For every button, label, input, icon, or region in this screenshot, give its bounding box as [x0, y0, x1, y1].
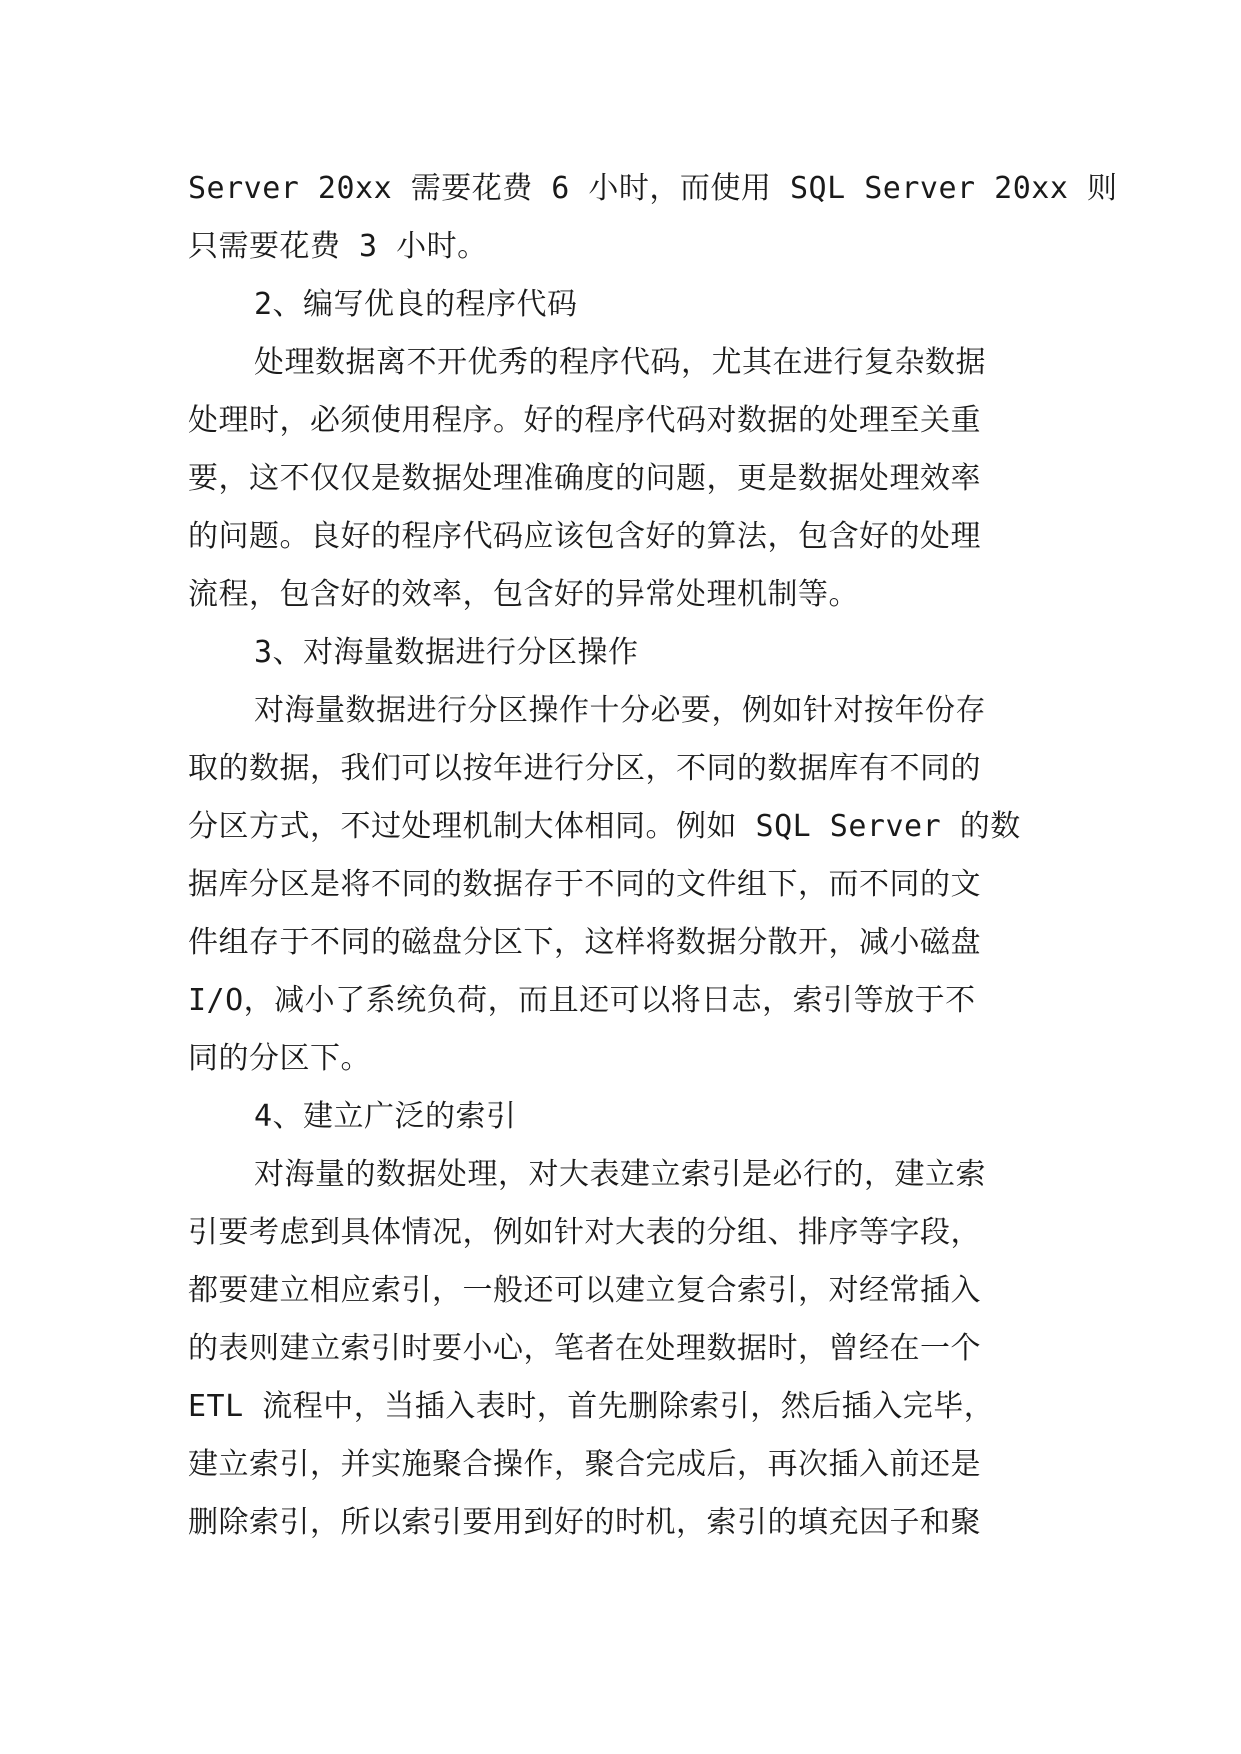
text-line: 引要考虑到具体情况，例如针对大表的分组、排序等字段，: [188, 1215, 981, 1250]
text-line: 2、编写优良的程序代码: [254, 287, 578, 322]
text-line: 流程，包含好的效率，包含好的异常处理机制等。: [188, 577, 859, 612]
text-line: 只需要花费 3 小时。: [188, 229, 488, 264]
text-line: 件组存于不同的磁盘分区下，这样将数据分散开，减小磁盘: [188, 925, 981, 960]
text-line: ETL 流程中，当插入表时，首先删除索引，然后插入完毕，: [188, 1389, 995, 1424]
text-line: I/O，减小了系统负荷，而且还可以将日志，索引等放于不: [188, 983, 976, 1018]
text-line: 处理数据离不开优秀的程序代码，尤其在进行复杂数据: [254, 345, 986, 380]
text-line: 取的数据，我们可以按年进行分区，不同的数据库有不同的: [188, 751, 981, 786]
text-line: 删除索引，所以索引要用到好的时机，索引的填充因子和聚: [188, 1505, 981, 1540]
text-line: 处理时，必须使用程序。好的程序代码对数据的处理至关重: [188, 403, 981, 438]
text-line: 对海量的数据处理，对大表建立索引是必行的，建立索: [254, 1157, 986, 1192]
text-line: 的问题。良好的程序代码应该包含好的算法，包含好的处理: [188, 519, 981, 554]
text-line: 对海量数据进行分区操作十分必要，例如针对按年份存: [254, 693, 986, 728]
text-line: 的表则建立索引时要小心，笔者在处理数据时，曾经在一个: [188, 1331, 981, 1366]
text-line: 要，这不仅仅是数据处理准确度的问题，更是数据处理效率: [188, 461, 981, 496]
text-line: 分区方式，不过处理机制大体相同。例如 SQL Server 的数: [188, 809, 1021, 844]
text-line: Server 20xx 需要花费 6 小时，而使用 SQL Server 20xx 则: [188, 171, 1118, 206]
text-line: 都要建立相应索引，一般还可以建立复合索引，对经常插入: [188, 1273, 981, 1308]
text-line: 3、对海量数据进行分区操作: [254, 635, 639, 670]
text-line: 同的分区下。: [188, 1041, 371, 1076]
document-body: [188, 160, 1118, 1552]
text-line: 据库分区是将不同的数据存于不同的文件组下，而不同的文: [188, 867, 981, 902]
text-line: 建立索引，并实施聚合操作，聚合完成后，再次插入前还是: [188, 1447, 981, 1482]
text-line: 4、建立广泛的索引: [254, 1099, 517, 1134]
